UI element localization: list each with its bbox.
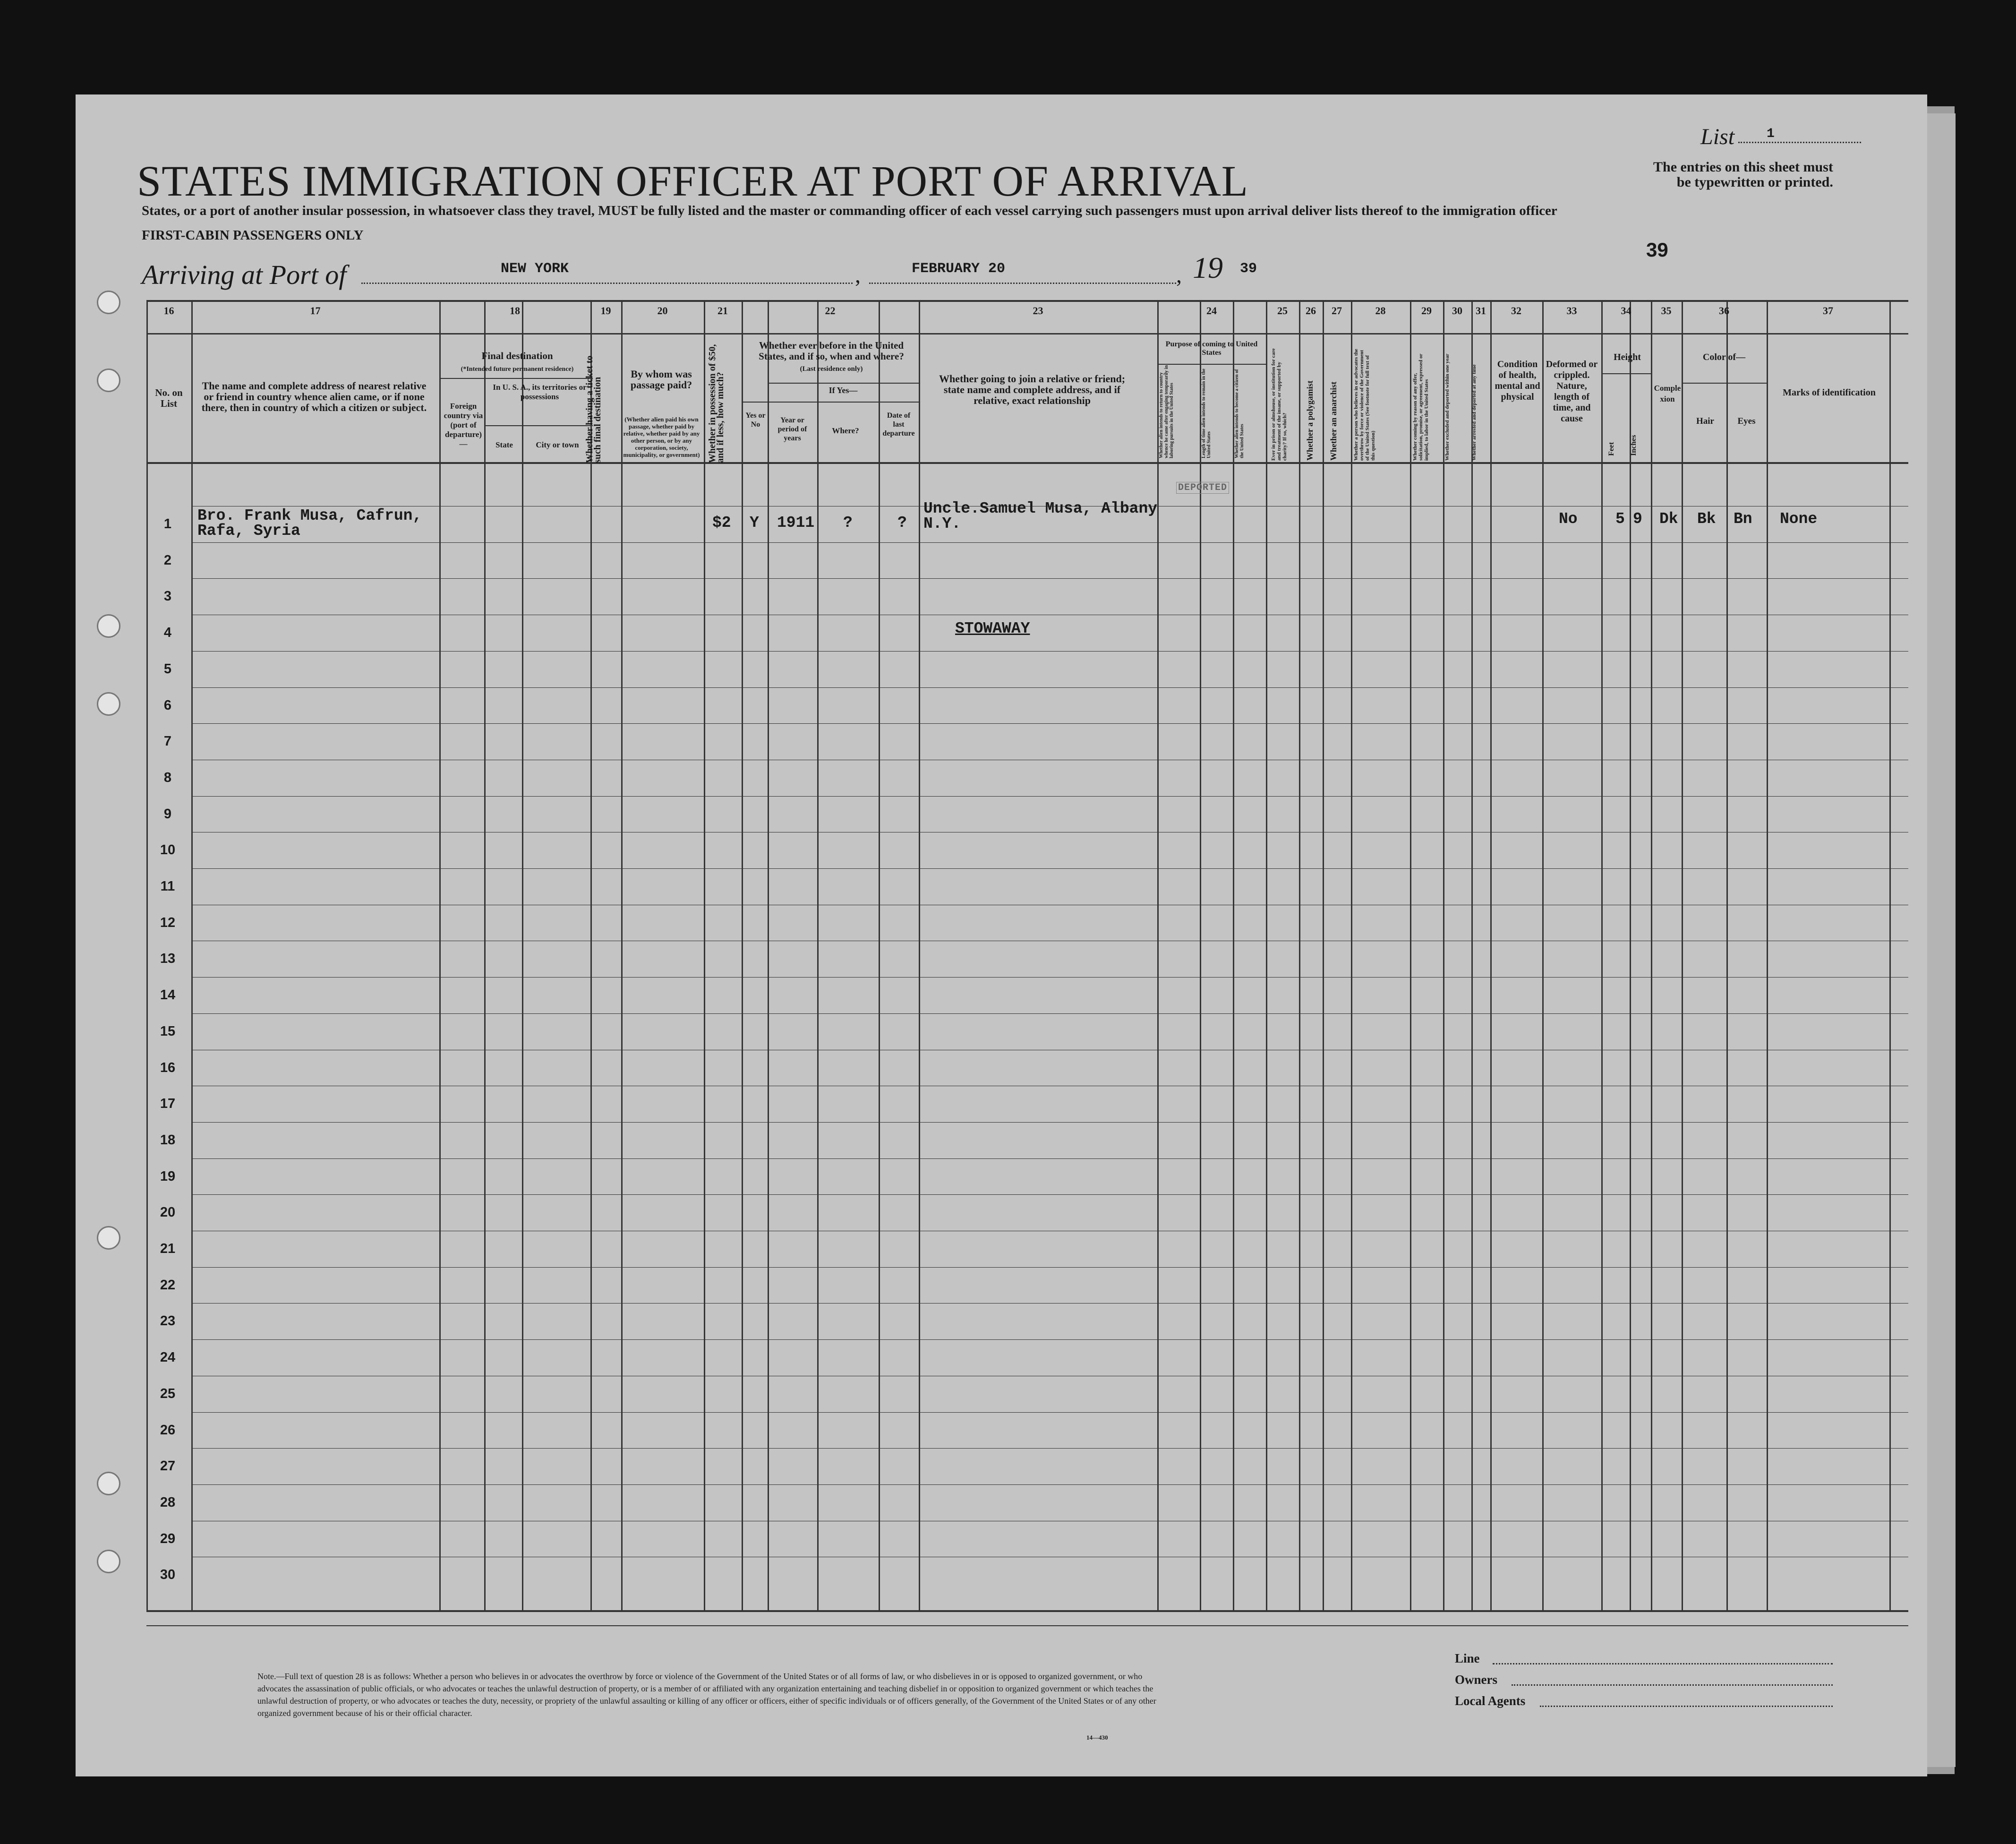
joining-line2: N.Y. (923, 515, 961, 532)
marks-value: None (1780, 510, 1818, 528)
table-bottom-rule (146, 1610, 1908, 1612)
manifest-sheet (76, 94, 1927, 1776)
column-rule (879, 300, 880, 1610)
column-number: 17 (310, 305, 321, 317)
row-number: 26 (160, 1423, 176, 1438)
joining-line1: Uncle.Samuel Musa, Albany (923, 500, 1158, 517)
list-number: 1 (1767, 127, 1775, 141)
header-year: Year or period of years (777, 416, 807, 442)
row-number: 21 (160, 1241, 176, 1256)
header-where: Where? (832, 426, 859, 435)
column-rule (817, 300, 819, 1610)
column-rule (1767, 300, 1768, 1610)
punch-hole (97, 291, 120, 314)
column-rule (1682, 300, 1683, 1610)
row-number: 16 (160, 1060, 176, 1075)
header-marks: Marks of identification (1783, 387, 1876, 398)
column-rule (742, 300, 743, 1610)
port-value: NEW YORK (501, 261, 569, 277)
header-feet: Feet (1607, 442, 1615, 456)
before-us-subrule (742, 402, 919, 403)
row-number: 15 (160, 1024, 176, 1039)
column-number: 21 (718, 305, 728, 317)
header-passage-paid-sub: (Whether alien paid his own passage, whether paid by relative, whether paid by any other person, or by any corporation, society, municipality, or government) (623, 416, 700, 458)
header-if-yes: If Yes— (829, 386, 858, 395)
column-rule (1266, 300, 1267, 1610)
owners-label: Owners (1455, 1672, 1497, 1687)
header-departure-date: Date of last departure (882, 412, 915, 437)
punch-hole (97, 1226, 120, 1250)
hair-value: Bk (1697, 510, 1716, 528)
column-number: 37 (1823, 305, 1833, 317)
row-number: 10 (160, 842, 176, 858)
column-rule (621, 300, 623, 1610)
row-number: 3 (163, 589, 172, 604)
column-rule (1630, 300, 1631, 1610)
header-deported: Whether arrested and deported at any time (1471, 364, 1477, 461)
column-number: 18 (510, 305, 520, 317)
column-number: 34 (1621, 305, 1632, 317)
header-in-usa: In U. S. A., its territories or possessions (493, 383, 587, 401)
column-rule (1651, 300, 1652, 1610)
header-anarchist: Whether an anarchist (1329, 381, 1338, 461)
column-rule (704, 300, 705, 1610)
header-health: Condition of health, mental and physical (1495, 359, 1540, 402)
header-final-destination-sub: (*Intended future permanent residence) (461, 366, 574, 373)
row-number: 25 (160, 1386, 176, 1401)
date-value: FEBRUARY 20 (912, 261, 1006, 277)
column-rule (1410, 300, 1411, 1610)
column-number-rule (146, 333, 1908, 334)
header-purpose: Purpose of coming to United States (1165, 340, 1258, 357)
eyes-value: Bn (1734, 510, 1752, 528)
header-final-destination: Final destination (481, 350, 553, 361)
punch-hole (97, 369, 120, 392)
row-number: 7 (163, 734, 172, 749)
column-rule (1601, 300, 1603, 1610)
list-label: List (1700, 124, 1735, 149)
header-height: Height (1614, 352, 1641, 362)
table-top-rule (146, 300, 1908, 302)
column-number: 24 (1206, 305, 1217, 317)
inches-value: 9 (1633, 510, 1642, 528)
port-line (361, 283, 853, 284)
header-before-us: Whether ever before in the United States, and if so, when and where? (759, 340, 904, 362)
header-foreign-country: Foreign country via (port of departure)— (444, 402, 483, 448)
column-rule (590, 300, 592, 1610)
header-city: City or town (536, 440, 579, 449)
footnote-question-28: Note.—Full text of question 28 is as follows: Whether a person who believes in or advocates the overthrow by force or violence of the Government of the United States or of all forms of law, or who disbelieves in or is opposed to organized government, or who advocates the assassination of public officials, or who advocates or teaches the unlawful destruction of property, or is a member of or affiliated with any organization entertaining and teaching disbelief in or opposition to organized government or which teaches the unlawful destruction of property, or who advocates or teaches the duty, necessity, or propriety of the unlawful assaulting or killing of any officer or officers, either of specific individuals or of officers generally, of the Government of the United States or of any other organized government because of his or their official character. (257, 1672, 1156, 1718)
header-purpose-b: Length of time alien intends to remain in the United States (1201, 369, 1212, 458)
row-number: 2 (163, 553, 172, 568)
column-rule (439, 300, 441, 1610)
column-rule (191, 300, 193, 1610)
final-destination-subrule (439, 378, 593, 379)
entries-note (1653, 160, 1833, 190)
if-yes-subrule (768, 383, 919, 384)
column-number: 31 (1476, 305, 1486, 317)
column-number: 33 (1566, 305, 1577, 317)
where-value: ? (843, 514, 853, 532)
header-color-of: Color of— (1702, 352, 1746, 362)
row-number: 29 (160, 1531, 176, 1546)
footer-rule (146, 1625, 1908, 1626)
column-rule (1299, 300, 1300, 1610)
row-number: 30 (160, 1567, 176, 1582)
row-number: 6 (163, 698, 172, 713)
column-number: 16 (163, 305, 174, 317)
arriving-label: Arriving at Port of (142, 259, 347, 290)
before-us-value: Y (750, 514, 759, 532)
date-line (869, 283, 1176, 284)
column-rule (522, 300, 523, 1610)
header-complexion: Complexion (1654, 384, 1681, 403)
column-rule (768, 300, 769, 1610)
row-number: 17 (160, 1096, 176, 1111)
stowaway-remark: STOWAWAY (955, 620, 1030, 637)
column-rule (1889, 300, 1891, 1610)
punch-hole (97, 1472, 120, 1495)
row-number: 18 (160, 1132, 176, 1148)
header-eyes: Eyes (1737, 416, 1756, 426)
class-note: FIRST-CABIN PASSENGERS ONLY (142, 228, 364, 243)
row-number: 9 (163, 806, 172, 822)
header-purpose-a: Whether alien intends to return to country whence he came after engaging temporarily in laboring pursuits in the United States (1159, 365, 1174, 458)
header-inches: Inches (1630, 435, 1638, 456)
deported-stamp: DEPORTED (1176, 482, 1229, 494)
height-subrule (1601, 373, 1651, 374)
year-prefix: 19 (1193, 251, 1223, 284)
row-number: 28 (160, 1495, 176, 1510)
row-number: 23 (160, 1313, 176, 1329)
row-number: 8 (163, 770, 172, 785)
column-number: 28 (1375, 305, 1386, 317)
color-subrule (1682, 383, 1767, 384)
row-number: 4 (163, 625, 172, 640)
complexion-value: Dk (1659, 510, 1678, 528)
departure-value: ? (897, 514, 907, 532)
header-joining: Whether going to join a relative or friend; state name and complete address, and if relative, exact relationship (939, 373, 1126, 406)
feet-value: 5 (1615, 510, 1625, 528)
header-prison: Ever in prison or almshouse, or institution for care and treatment of the insane, or supported by charity? If so, which? (1271, 348, 1288, 461)
row-number: 13 (160, 951, 176, 966)
column-number: 22 (825, 305, 836, 317)
column-number: 20 (657, 305, 668, 317)
header-overthrow: Whether a person who believes in or advocates the overthrow by force or violence of the Government of the United States (See footnote for full text of this question) (1353, 349, 1376, 461)
column-rule (1443, 300, 1444, 1610)
column-rule (1490, 300, 1492, 1610)
page-title: STATES IMMIGRATION OFFICER AT PORT OF ARRIVAL (137, 157, 1248, 205)
row-number: 11 (160, 879, 175, 894)
deformed-value: No (1559, 510, 1578, 528)
column-number: 23 (1033, 305, 1043, 317)
header-purpose-c: Whether alien intends to become a citizen of the United States (1234, 369, 1245, 458)
header-yes-no: Yes or No (745, 412, 766, 429)
column-number: 30 (1452, 305, 1462, 317)
local-agents-label: Local Agents (1455, 1694, 1526, 1708)
header-before-us-sub: (Last residence only) (800, 365, 863, 373)
header-passage-paid: By whom was passage paid? (630, 368, 692, 391)
column-number: 26 (1306, 305, 1316, 317)
row-number: 1 (163, 516, 172, 532)
header-excluded: Whether excluded and deported within one year (1444, 353, 1450, 461)
column-rule (1323, 300, 1324, 1610)
column-rule (1351, 300, 1352, 1610)
form-number: 14—430 (1086, 1734, 1108, 1741)
column-rule (1542, 300, 1544, 1610)
column-number: 32 (1511, 305, 1521, 317)
header-deformed: Deformed or crippled. Nature, length of time, and cause (1546, 359, 1598, 424)
column-number: 27 (1332, 305, 1342, 317)
punch-hole (97, 614, 120, 638)
column-rule (1233, 300, 1234, 1610)
row-number: 20 (160, 1205, 176, 1220)
header-hair: Hair (1696, 416, 1714, 426)
entries-note-line: The entries on this sheet must (1653, 159, 1833, 175)
header-ticket: Whether having a ticket to such final destination (584, 355, 603, 463)
sheet-number: 39 (1646, 239, 1668, 261)
relative-address-line2: Rafa, Syria (197, 522, 300, 540)
punch-hole (97, 1550, 120, 1573)
header-polygamist: Whether a polygamist (1305, 380, 1315, 461)
header-no-on-list: No. on List (155, 387, 183, 409)
instructions-text: States, or a port of another insular possession, in whatsoever class they travel, MUST be fully listed and the master or commanding officer of each vessel carrying such passengers must upon arrival deliver lists thereof to the immigration officer (142, 203, 1557, 218)
row-number: 24 (160, 1350, 176, 1365)
row-number: 22 (160, 1278, 176, 1293)
header-state: State (495, 440, 513, 449)
column-number: 35 (1661, 305, 1672, 317)
row-number: 5 (163, 661, 172, 677)
column-rule (1157, 300, 1159, 1610)
usa-subrule (484, 425, 593, 426)
column-number: 19 (600, 305, 611, 317)
column-number: 25 (1277, 305, 1288, 317)
row-number: 19 (160, 1169, 176, 1184)
year-suffix: 39 (1240, 261, 1257, 277)
column-rule (1471, 300, 1473, 1610)
row-number: 14 (160, 987, 176, 1003)
column-number: 36 (1719, 305, 1729, 317)
column-rule (1200, 300, 1201, 1610)
column-rule (919, 300, 920, 1610)
row-number: 12 (160, 915, 176, 930)
entries-note-line: be typewritten or printed. (1676, 174, 1833, 190)
header-relative-address: The name and complete address of nearest relative or friend in country whence alien came, or if none there, then in country of which a citizen or subject. (201, 380, 427, 413)
column-rule (484, 300, 486, 1610)
punch-hole (97, 692, 120, 716)
header-money: Whether in possession of $50, and if less, how much? (707, 344, 726, 463)
line-label: Line (1455, 1651, 1480, 1665)
header-labor-offer: Whether coming by reason of any offer, solicitation, promise, or agreement, expressed or implied, to labor in the United States (1412, 353, 1429, 461)
row-number: 27 (160, 1458, 176, 1474)
year-value: 1911 (777, 514, 815, 532)
column-number: 29 (1421, 305, 1432, 317)
header-bottom-rule (146, 462, 1908, 464)
money-value: $2 (712, 514, 731, 532)
column-rule (1726, 300, 1728, 1610)
relative-address-line1: Bro. Frank Musa, Cafrun, (197, 507, 422, 524)
